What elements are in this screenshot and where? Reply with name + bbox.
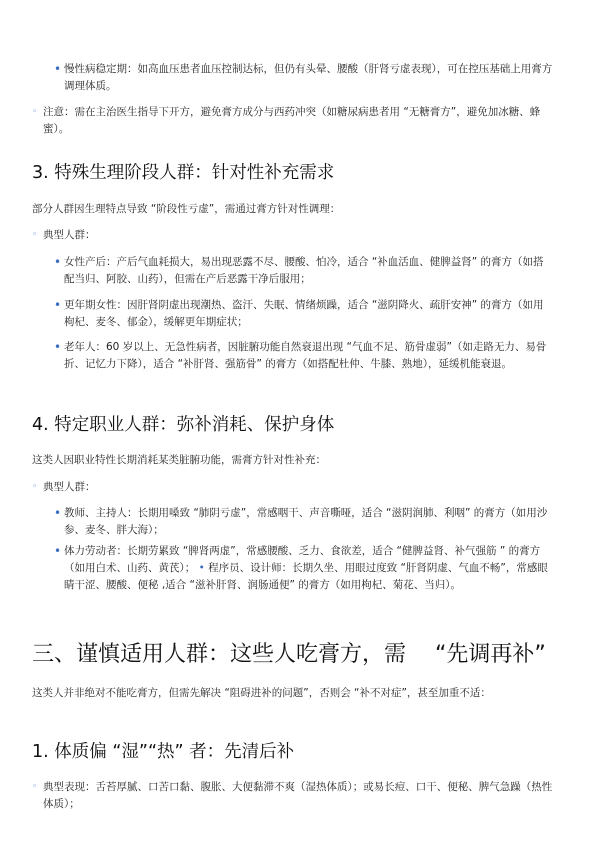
note-paragraph: 注意：需在主治医生指导下开方，避免膏方成分与西药冲突（如糖尿病患者用 “无糖膏方”，避免加冰糖、蜂蜜）。 xyxy=(43,106,541,135)
hollow-bullet-icon: ◦ xyxy=(32,482,38,492)
subsection-1-heading: 1. 体质偏 “湿”“热” 者：先清后补 xyxy=(32,742,295,762)
bullet-icon: • xyxy=(54,62,62,76)
list-item-chronic: 慢性病稳定期：如高血压患者血压控制达标，但仍有头晕、腰酸（肝肾亏虚表现），可在控压基础上用膏方调理体质。 xyxy=(64,63,553,92)
section-3-heading: 3. 特殊生理阶段人群：针对性补充需求 xyxy=(32,163,335,183)
bullet-icon: • xyxy=(54,298,62,312)
list-item-laborer: 体力劳动者：长期劳累致 “脾肾两虚”，常感腰酸、乏力、食欲差，适合 “健脾益肾、补气强筋 ” 的膏方（如用白术、山药、黄芪）； xyxy=(64,545,541,574)
list-item-menopause: 更年期女性：因肝肾阴虚出现潮热、盗汗、失眠、情绪烦躁，适合 “滋阴降火、疏肝安神” 的膏方（如用枸杞、麦冬、郁金），缓解更年期症状； xyxy=(64,299,544,328)
bullet-icon: • xyxy=(54,255,62,269)
typical-manifestation-item: 典型表现：舌苔厚腻、口苦口黏、腹胀、大便黏滞不爽（湿热体质）；或易长痘、口干、便秘、脾气急躁（热性体质）； xyxy=(43,781,553,810)
hollow-bullet-icon: ◦ xyxy=(32,782,38,792)
section-4-heading: 4. 特定职业人群：弥补消耗、保护身体 xyxy=(32,415,335,435)
bullet-icon: • xyxy=(54,544,62,558)
part-3-heading: 三、谨慎适用人群：这些人吃膏方，需 “先调再补” xyxy=(32,642,546,667)
list-item-teacher: 教师、主持人：长期用嗓致 “肺阴亏虚”，常感咽干、声音嘶哑，适合 “滋阴润肺、利咽” 的膏方（如用沙参、麦冬、胖大海）； xyxy=(64,507,548,536)
bullet-icon: • xyxy=(195,562,209,574)
hollow-bullet-icon: ◦ xyxy=(32,107,38,117)
section-4-intro: 这类人因职业特性长期消耗某类脏腑功能，需膏方针对性补充： xyxy=(32,454,326,466)
section-3-group-label: 典型人群： xyxy=(43,229,96,241)
part-3-intro: 这类人并非绝对不能吃膏方，但需先解决 “阻碍进补的问题”，否则会 “补不对症”，甚至加重不适： xyxy=(32,687,491,699)
list-item-elderly: 老年人：60 岁以上、无急性病者，因脏腑功能自然衰退出现 “气血不足、筋骨虚弱”（如走路无力、易骨折、记忆力下降），适合 “补肝肾、强筋骨” 的膏方（如搭配杜仲、牛膝、熟地），延缓机能衰退。 xyxy=(64,341,547,370)
list-item-postpartum: 女性产后：产后气血耗损大，易出现恶露不尽、腰酸、怕冷，适合 “补血活血、健脾益肾” 的膏方（如搭配当归、阿胶、山药），但需在产后恶露干净后服用； xyxy=(64,256,544,285)
list-item-laborer-programmer xyxy=(64,543,558,594)
section-3-intro: 部分人群因生理特点导致 “阶段性亏虚”，需通过膏方针对性调理： xyxy=(32,203,341,215)
hollow-bullet-icon: ◦ xyxy=(32,230,38,240)
bullet-icon: • xyxy=(54,340,62,354)
section-4-group-label: 典型人群： xyxy=(43,481,96,493)
bullet-icon: • xyxy=(54,506,62,520)
list-item-programmer: 程序员、设计师：长期久坐、用眼过度致 “肝肾阴虚、气血不畅”，常感眼睛干涩、腰酸、便秘 ,适合 “滋补肝肾、润肠通便” 的膏方（如用枸杞、菊花、当归）。 xyxy=(64,562,548,591)
